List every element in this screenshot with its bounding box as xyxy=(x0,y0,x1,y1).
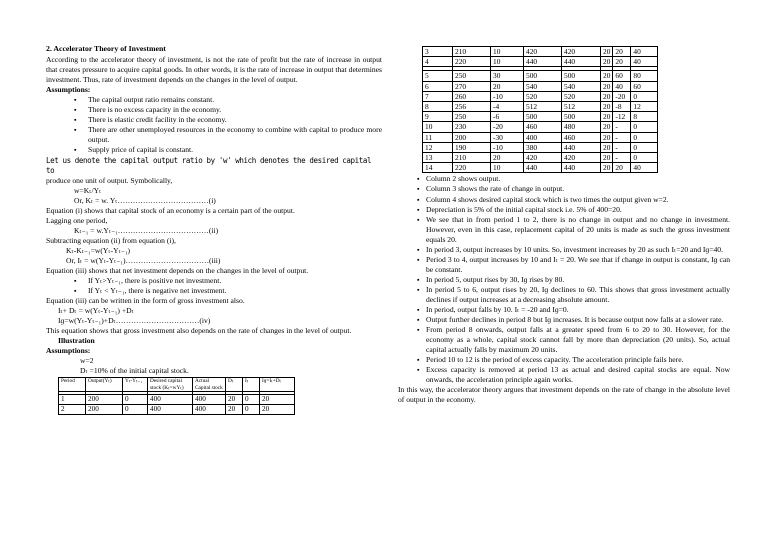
table-row xyxy=(423,91,658,101)
table-cell: 480 xyxy=(562,122,601,132)
list-item: ▪ Depreciation is 5% of the initial capital stock i.e. 5% of 400=20. xyxy=(426,205,730,215)
table-cell: 500 xyxy=(524,71,562,81)
table-header-row xyxy=(59,378,295,391)
table-cell: 20 xyxy=(260,404,295,414)
table-cell: 11 xyxy=(423,132,453,142)
table-cell: 12 xyxy=(423,142,453,152)
table-cell: 2 xyxy=(59,404,86,414)
table-cell: 20 xyxy=(601,122,613,132)
assumption-d: Dₜ =10% of the initial capital stock. xyxy=(80,366,189,376)
table-cell: 420 xyxy=(524,153,562,163)
table-cell: 3 xyxy=(423,47,453,57)
table-cell: 520 xyxy=(524,91,562,101)
table-cell: 20 xyxy=(613,57,631,67)
table-cell: 40 xyxy=(631,163,658,173)
list-item: ▪ In period 3, output increases by 10 units. So, investment increases by 20 as such Iₜ=20 and Iɡ=40. xyxy=(426,245,730,255)
illustration-label: Illustration xyxy=(58,336,95,346)
table-cell: 0 xyxy=(243,404,260,414)
table-cell: 400 xyxy=(148,404,193,414)
list-item: ▪ There are other unemployed resources in the economy to combine with capital to produce more output. xyxy=(88,125,382,145)
table-cell: 220 xyxy=(453,57,491,67)
table-cell: 9 xyxy=(423,112,453,122)
table-cell: 540 xyxy=(524,81,562,91)
table-cell: 540 xyxy=(562,81,601,91)
list-item: ▪ From period 8 onwards, output falls at a greater speed from 6 to 20 to 30. However, for the economy as a whole, capital stock cannot fall by more than depreciation (20 units). So, actual capital actually falls by maximum 20 units. xyxy=(426,325,730,355)
cases-list xyxy=(46,276,382,296)
assumption-w: w=2 xyxy=(80,356,94,366)
list-item: ▪ Supply price of capital is constant. xyxy=(88,145,382,155)
table-cell: 400 xyxy=(193,394,226,404)
list-item: ▪ We see that in from period 1 to 2, there is no change in output and no change in investment. However, even in this case, replacement capital of 20 units is made as such the gross investment equals 20. xyxy=(426,215,730,245)
table-cell: 40 xyxy=(631,57,658,67)
table-cell: - xyxy=(613,142,631,152)
table-row xyxy=(423,102,658,112)
table-cell: -10 xyxy=(491,142,524,152)
table-row xyxy=(59,394,295,404)
equation-4-text: This equation shows that gross investment also depends on the rate of changes in the level of output. xyxy=(46,326,352,336)
equation-w: w=Kₜ/Yₜ xyxy=(74,185,102,195)
table-cell: -4 xyxy=(491,102,524,112)
table-header-cell: Iɡ=Iₜ+Dₜ xyxy=(260,378,295,391)
equation-3b: Or, Iₜ = w(Yₜ-Yₜ₋₁)……………………………(iii) xyxy=(66,255,221,265)
table-cell: 20 xyxy=(601,57,613,67)
table-cell: 20 xyxy=(601,132,613,142)
table-cell: 10 xyxy=(491,57,524,67)
list-item: ▪ The capital output ratio remains constant. xyxy=(88,95,382,105)
table-header-cell: Output(Yₜ) xyxy=(86,378,123,391)
table-cell: 8 xyxy=(423,102,453,112)
table-cell: 12 xyxy=(631,102,658,112)
explanation-list xyxy=(398,174,730,385)
list-item: ▪ Column 3 shows the rate of change in output. xyxy=(426,184,730,194)
table-cell: 20 xyxy=(613,163,631,173)
table-cell: 20 xyxy=(260,394,295,404)
table-cell: 0 xyxy=(631,91,658,101)
equation-1: Or, Kₜ = w. Yₜ………………………………(i) xyxy=(74,195,216,205)
right-column xyxy=(398,46,730,406)
table-cell: 0 xyxy=(123,394,148,404)
assumptions2-label: Assumptions: xyxy=(46,346,91,356)
table-cell: 512 xyxy=(524,102,562,112)
illustration-table xyxy=(58,377,295,414)
table-cell: 20 xyxy=(601,112,613,122)
table-row xyxy=(423,71,658,81)
table-cell: 80 xyxy=(631,71,658,81)
table-header-cell: Dₜ xyxy=(226,378,243,391)
table-cell: 7 xyxy=(423,91,453,101)
list-item: ▪ In period, output falls by 10. Iₜ = -20 and Iɡ=0. xyxy=(426,305,730,315)
table-cell: 512 xyxy=(562,102,601,112)
list-item: ▪ Period 10 to 12 is the period of excess capacity. The acceleration principle fails here. xyxy=(426,355,730,365)
table-cell: 0 xyxy=(123,404,148,414)
table-cell: 400 xyxy=(524,132,562,142)
list-item: ▪ In period 5 to 6, output rises by 20, Iɡ declines to 60. This shows that gross investment actually declines if output increases at a decreasing absolute amount. xyxy=(426,285,730,305)
table-header-cell: Iₜ xyxy=(243,378,260,391)
table-cell: 20 xyxy=(491,81,524,91)
table-cell: 210 xyxy=(453,47,491,57)
table-cell: 420 xyxy=(562,153,601,163)
table-cell: 20 xyxy=(601,142,613,152)
table-cell: 420 xyxy=(524,47,562,57)
list-item: ▪ Output further declines in period 8 but Iɡ increases. It is because output now falls at a slower rate. xyxy=(426,315,730,325)
table-cell: 60 xyxy=(613,71,631,81)
intro-paragraph: According to the accelerator theory of investment, is not the rate of profit but the rate of increase in output that creates pressure to acquire capital goods. In other words, it is the rate of increase in output that determines investment. Thus, rate of investment depends on the changes in the level of output. xyxy=(46,55,382,85)
lag-text: Lagging one period, xyxy=(46,215,108,225)
table-cell: 20 xyxy=(491,153,524,163)
gross-text: Equation (iii) can be written in the form of gross investment also. xyxy=(46,296,245,306)
table-cell: 500 xyxy=(524,112,562,122)
table-cell: - xyxy=(613,132,631,142)
table-row xyxy=(423,142,658,152)
table-cell: 500 xyxy=(562,112,601,122)
conclusion-paragraph: In this way, the accelerator theory argues that investment depends on the rate of change in the absolute level of output in the economy. xyxy=(398,385,730,405)
table-cell: 5 xyxy=(423,71,453,81)
table-cell: 10 xyxy=(491,47,524,57)
table-cell: 440 xyxy=(524,163,562,173)
assumptions-label: Assumptions: xyxy=(46,85,91,95)
table-cell: 440 xyxy=(524,57,562,67)
table-cell: 20 xyxy=(601,47,613,57)
table-cell: 8 xyxy=(631,112,658,122)
table-cell: 200 xyxy=(86,404,123,414)
table-cell: 200 xyxy=(86,394,123,404)
continuation-table xyxy=(422,46,658,173)
table-cell: 210 xyxy=(453,153,491,163)
table-cell: 4 xyxy=(423,57,453,67)
list-item: ▪ If Yₜ>Yₜ₋₁, there is positive net investment. xyxy=(88,276,382,286)
list-item: ▪ There is no excess capacity in the economy. xyxy=(88,105,382,115)
continuation-table-body xyxy=(423,47,658,173)
table-cell: 0 xyxy=(631,142,658,152)
table-cell: 400 xyxy=(148,394,193,404)
equation-1-text: Equation (i) shows that capital stock of an economy is a certain part of the output. xyxy=(46,205,295,215)
table-cell: 250 xyxy=(453,71,491,81)
table-row xyxy=(59,404,295,414)
list-item: ▪ In period 5, output rises by 30, Iɡ rises by 80. xyxy=(426,275,730,285)
table-cell: 60 xyxy=(631,81,658,91)
table-cell: 10 xyxy=(491,163,524,173)
table-cell: 440 xyxy=(562,57,601,67)
table-row xyxy=(423,47,658,57)
equation-4b: Iɡ=w(Yₜ-Yₜ₋₁)+Dₜ……………………………(iv) xyxy=(58,316,211,326)
table-row xyxy=(423,112,658,122)
table-row xyxy=(423,57,658,67)
equation-2: Kₜ₋₁ = w.Yₜ₋₁………………………………(ii) xyxy=(74,225,219,235)
subtract-text: Subtracting equation (ii) from equation (i), xyxy=(46,235,176,245)
table-cell: 420 xyxy=(562,47,601,57)
table-cell: 20 xyxy=(226,404,243,414)
list-item: ▪ There is elastic credit facility in the economy. xyxy=(88,115,382,125)
table-cell: 40 xyxy=(613,81,631,91)
table-row xyxy=(423,132,658,142)
table-row xyxy=(423,153,658,163)
table-cell: 380 xyxy=(524,142,562,152)
equation-3-text: Equation (iii) shows that net investment depends on the changes in the level of output. xyxy=(46,265,309,275)
table-cell: 190 xyxy=(453,142,491,152)
table-row xyxy=(423,122,658,132)
denote-line: Let us denote the capital output ratio by 'w' which denotes the desired capital to xyxy=(46,155,372,175)
table-cell: 30 xyxy=(491,71,524,81)
table-cell: 20 xyxy=(613,47,631,57)
table-cell: 220 xyxy=(453,163,491,173)
table-cell: 20 xyxy=(601,163,613,173)
table-cell: 20 xyxy=(601,153,613,163)
table-cell: - xyxy=(613,153,631,163)
table-cell: 256 xyxy=(453,102,491,112)
table-cell: 20 xyxy=(601,71,613,81)
table-row xyxy=(423,163,658,173)
table-cell: 230 xyxy=(453,122,491,132)
table-cell: -10 xyxy=(491,91,524,101)
equation-3a: Kₜ-Kₜ₋₁=w(Yₜ-Yₜ₋₁) xyxy=(66,245,131,255)
table-row xyxy=(423,81,658,91)
list-item: ▪ Period 3 to 4, output increases by 10 and Iₜ = 20. We see that if change in output is constant, Iɡ can be constant. xyxy=(426,255,730,275)
table-cell: 520 xyxy=(562,91,601,101)
table-cell: 20 xyxy=(601,81,613,91)
table-cell: 260 xyxy=(453,91,491,101)
table-cell: 460 xyxy=(524,122,562,132)
table-header-cell: Yₜ-Yₜ₋₁ xyxy=(123,378,148,391)
table-cell: 20 xyxy=(601,102,613,112)
table-header-cell: Actual Capital stock xyxy=(193,378,226,391)
table-cell: 460 xyxy=(562,132,601,142)
denote-continuation: produce one unit of output. Symbolically, xyxy=(46,175,173,185)
list-item: ▪ If Yₜ < Yₜ₋₁, there is negative net investment. xyxy=(88,286,382,296)
table-cell: 6 xyxy=(423,81,453,91)
table-cell: 440 xyxy=(562,142,601,152)
list-item: ▪ Column 2 shows output. xyxy=(426,174,730,184)
table-cell: -20 xyxy=(491,122,524,132)
table-cell: 0 xyxy=(631,132,658,142)
table-cell: 0 xyxy=(631,122,658,132)
table-cell: 0 xyxy=(631,153,658,163)
table-cell: 10 xyxy=(423,122,453,132)
table-cell: 14 xyxy=(423,163,453,173)
table-cell: 500 xyxy=(562,71,601,81)
table-cell: 440 xyxy=(562,163,601,173)
table-cell: 270 xyxy=(453,81,491,91)
left-column xyxy=(46,44,382,415)
table-cell: 250 xyxy=(453,112,491,122)
table-cell: -20 xyxy=(613,91,631,101)
table-cell: 0 xyxy=(243,394,260,404)
table-header-cell: Period xyxy=(59,378,86,391)
table-cell: -12 xyxy=(613,112,631,122)
table-cell: -6 xyxy=(491,112,524,122)
table-cell: - xyxy=(613,122,631,132)
table-cell: 200 xyxy=(453,132,491,142)
equation-4a: Iₜ+ Dₜ = w(Yₜ-Yₜ₋₁) +Dₜ xyxy=(58,306,134,316)
table-cell: 400 xyxy=(193,404,226,414)
table-header-cell: Desired capital stock (Kₜ=wYₜ) xyxy=(148,378,193,391)
list-item: ▪ Excess capacity is removed at period 13 as actual and desired capital stocks are equal. Now onwards, the acceleration principle again works. xyxy=(426,365,730,385)
list-item: ▪ Column 4 shows desired capital stock which is two times the output given w=2. xyxy=(426,195,730,205)
table-cell: -8 xyxy=(613,102,631,112)
section-heading: 2. Accelerator Theory of Investment xyxy=(46,44,166,53)
table-cell: 20 xyxy=(226,394,243,404)
table-cell: 1 xyxy=(59,394,86,404)
table-cell: 13 xyxy=(423,153,453,163)
assumptions-list xyxy=(46,95,382,155)
table-cell: 40 xyxy=(631,47,658,57)
table-cell: 20 xyxy=(601,91,613,101)
table-cell: -30 xyxy=(491,132,524,142)
